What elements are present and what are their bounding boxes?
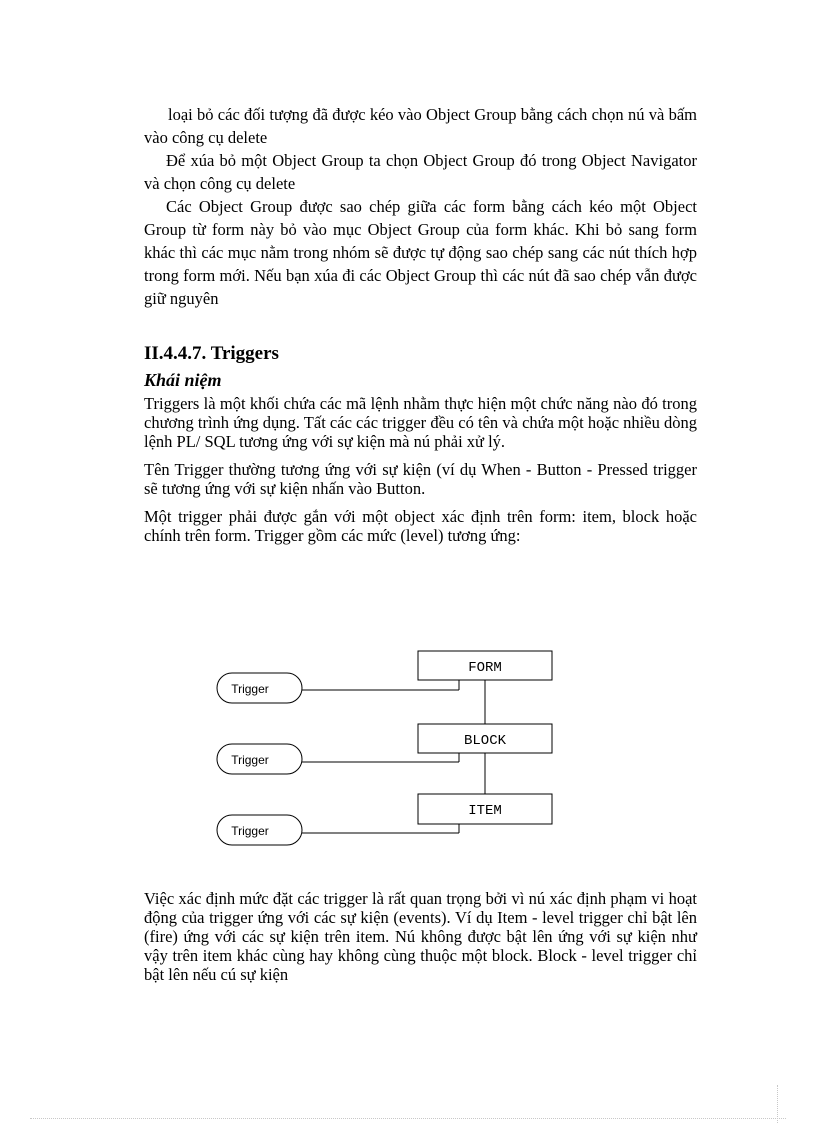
definition-block [144,394,697,545]
trigger-label-block: Trigger [231,753,269,767]
paragraph-definition: Triggers là một khối chứa các mã lệnh nhằm thực hiện một chức năng nào đó trong chương trình ứng dụng. Tất các các trigger đều có tên và chứa một hoặc nhiều dòng lệnh PL/ SQL tương ứng với sự kiện mà nú phải xử lý. [144,394,697,451]
paragraph-trigger-levels: Một trigger phải được gắn với một object xác định trên form: item, block hoặc chính trên form. Trigger gồm các mức (level) tương ứng: [144,507,697,545]
level-label-block: BLOCK [463,733,507,749]
section-heading: II.4.4.7. Triggers [144,343,279,364]
paragraph-trigger-name: Tên Trigger thường tương ứng với sự kiện (ví dụ When - Button - Pressed trigger sẽ tương ứng với sự kiện nhấn vào Button. [144,460,697,498]
paragraph-trigger-scope: Việc xác định mức đặt các trigger là rất quan trọng bởi vì nú xác định phạm vi hoạt động của trigger ứng với các sự kiện (events). Ví dụ Item - level trigger chỉ bật lên (fire) ứng với các sự kiện trên item. Nú không được bật lên ứng với sự kiện như vậy trên item khác cùng hay không cùng thuộc một block. Block - level trigger chỉ bật lên nếu cú sự kiện [144,889,697,984]
trigger-label-item: Trigger [231,824,269,838]
page-bottom-border [30,1118,786,1119]
section-subheading: Khái niệm [144,370,222,390]
bottom-text-block [144,889,697,984]
top-text-block [144,103,697,310]
page-corner-mark [777,1085,779,1123]
trigger-label-form: Trigger [231,682,269,696]
paragraph-copy-group: Các Object Group được sao chép giữa các form bằng cách kéo một Object Group từ form này bỏ vào mục Object Group của form khác. Khi bỏ sang form khác thì các mục nằm trong nhóm sẽ được tự động sao chép sang các nút thích hợp trong form mới. Nếu bạn xúa đi các Object Group thì các nút đã sao chép vẫn được giữ nguyên [144,197,697,308]
level-label-form: FORM [468,660,502,676]
level-label-item: ITEM [468,803,502,819]
paragraph-delete-group: Để xúa bỏ một Object Group ta chọn Object Group đó trong Object Navigator và chọn công cụ delete [144,151,697,193]
paragraph-remove-objects: loại bỏ các đối tượng đã được kéo vào Object Group bằng cách chọn nú và bấm vào công cụ delete [144,105,697,147]
trigger-levels-diagram [210,645,560,850]
